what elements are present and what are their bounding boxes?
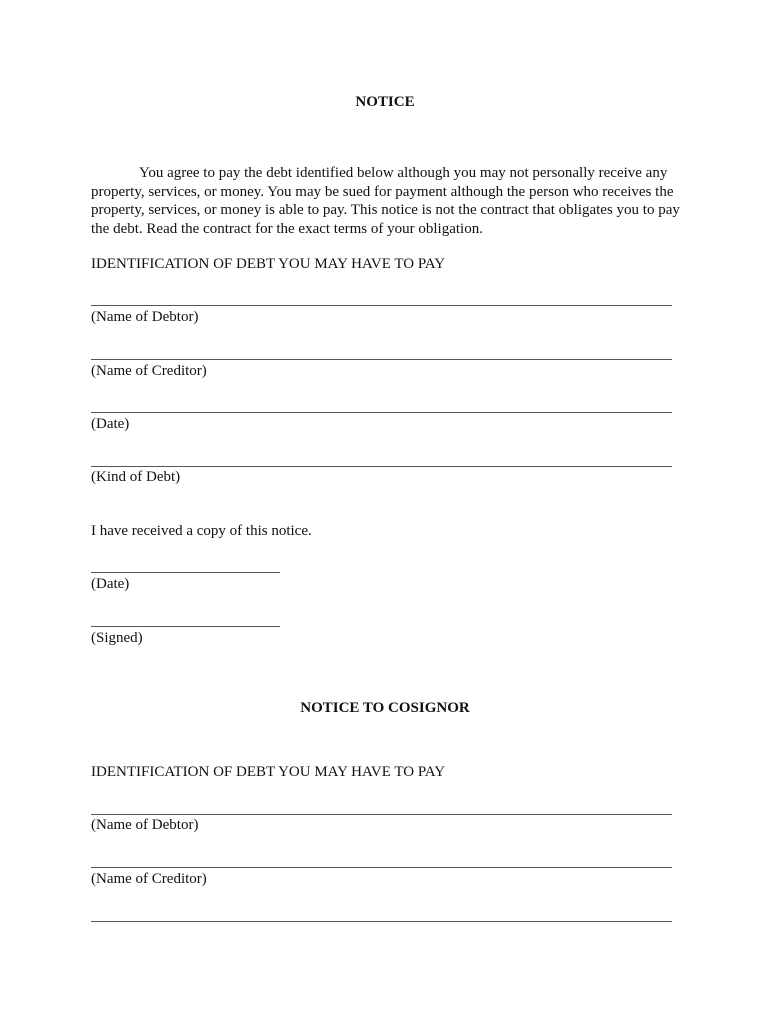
cosignor-title: NOTICE TO COSIGNOR: [300, 700, 470, 716]
cosignor-debt-identification-heading: IDENTIFICATION OF DEBT YOU MAY HAVE TO PAY: [91, 764, 446, 780]
debt-identification-heading: IDENTIFICATION OF DEBT YOU MAY HAVE TO PAY: [91, 256, 446, 272]
cosignor-creditor-name-line[interactable]: [91, 867, 672, 868]
debt-date-line[interactable]: [91, 412, 672, 413]
cosignor-next-field-line[interactable]: [91, 921, 672, 922]
debtor-name-line[interactable]: [91, 305, 672, 306]
receipt-date-label: (Date): [91, 576, 130, 592]
signature-line[interactable]: [91, 626, 280, 627]
creditor-name-label: (Name of Creditor): [91, 363, 207, 379]
kind-of-debt-line[interactable]: [91, 466, 672, 467]
signature-label: (Signed): [91, 630, 143, 646]
kind-of-debt-label: (Kind of Debt): [91, 469, 181, 485]
debtor-name-label: (Name of Debtor): [91, 309, 199, 325]
receipt-date-line[interactable]: [91, 572, 280, 573]
cosignor-creditor-name-label: (Name of Creditor): [91, 871, 207, 887]
notice-paragraph: You agree to pay the debt identified below although you may not personally receive any property, services, or money. You may be sued for payment although the person who receives the property, services, or money is able to pay. This notice is not the contract that obligates you to pay the debt. Read the contract for the exact terms of your obligation.: [91, 165, 680, 237]
cosignor-debtor-name-label: (Name of Debtor): [91, 817, 199, 833]
creditor-name-line[interactable]: [91, 359, 672, 360]
notice-title: NOTICE: [355, 94, 415, 110]
cosignor-debtor-name-line[interactable]: [91, 814, 672, 815]
receipt-statement: I have received a copy of this notice.: [91, 523, 312, 539]
debt-date-label: (Date): [91, 416, 130, 432]
